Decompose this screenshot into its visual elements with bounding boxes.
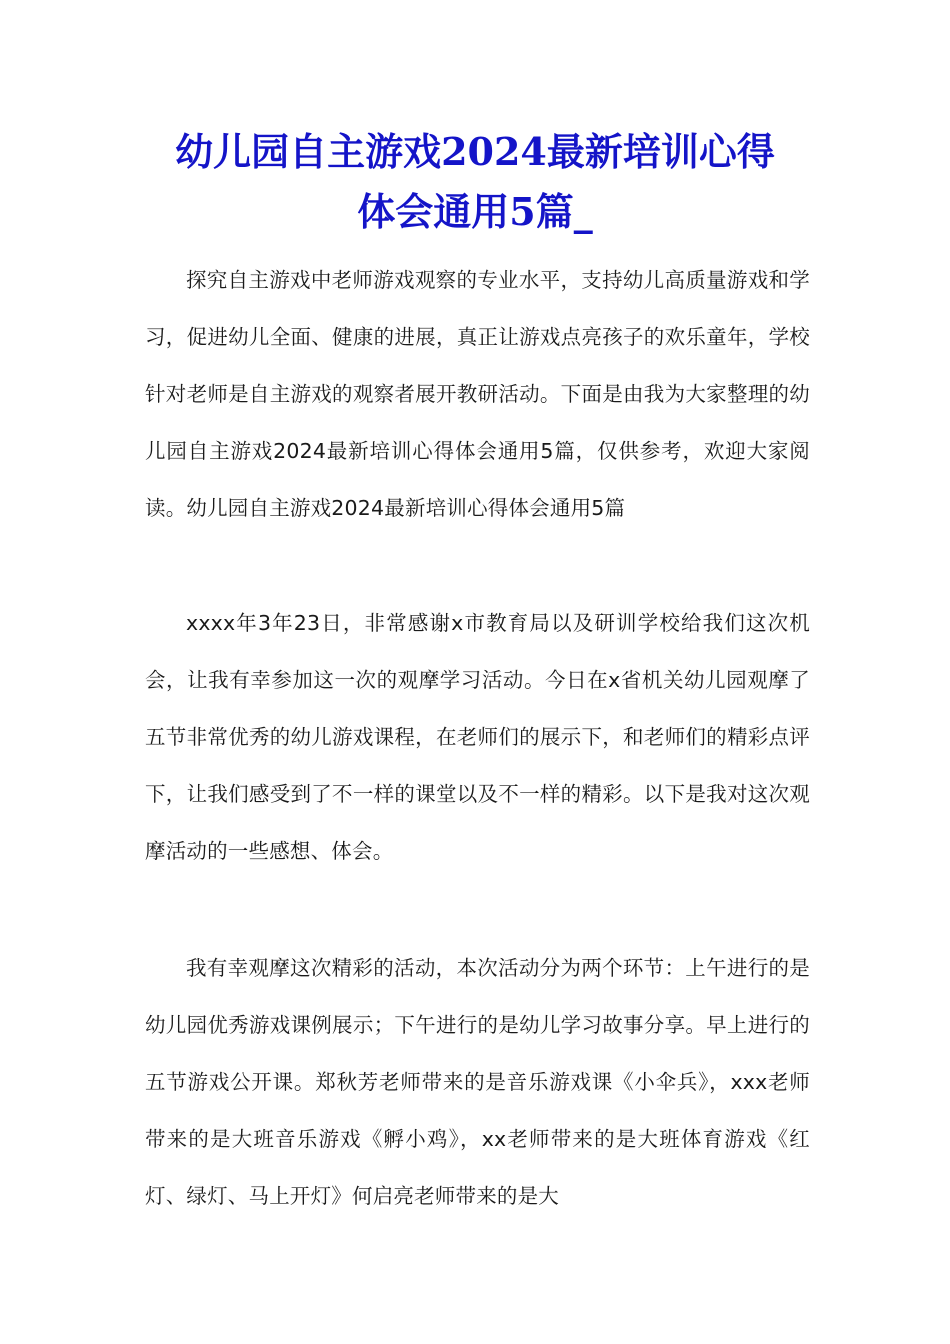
paragraph-intro: 探究自主游戏中老师游戏观察的专业水平，支持幼儿高质量游戏和学习，促进幼儿全面、健康的进展，真正让游戏点亮孩子的欢乐童年，学校针对老师是自主游戏的观察者展开教研活动。下面是由我为大家整理的幼儿园自主游戏2024最新培训心得体会通用5篇，仅供参考，欢迎大家阅读。幼儿园自主游戏2024最新培训心得体会通用5篇 bbox=[145, 268, 810, 520]
document-title bbox=[120, 122, 830, 242]
paragraph-observation: 我有幸观摩这次精彩的活动，本次活动分为两个环节：上午进行的是幼儿园优秀游戏课例展示；下午进行的是幼儿学习故事分享。早上进行的五节游戏公开课。郑秋芳老师带来的是音乐游戏课《小伞兵》，xxx老师带来的是大班音乐游戏《孵小鸡》，xx老师带来的是大班体育游戏《红灯、绿灯、马上开灯》何启亮老师带来的是大 bbox=[145, 956, 810, 1208]
title-line-1: 幼儿园自主游戏2024最新培训心得 bbox=[175, 129, 775, 174]
paragraph-gratitude: xxxx年3年23日，非常感谢x市教育局以及研训学校给我们这次机会，让我有幸参加这一次的观摩学习活动。今日在x省机关幼儿园观摩了五节非常优秀的幼儿游戏课程，在老师们的展示下，和老师们的精彩点评下，让我们感受到了不一样的课堂以及不一样的精彩。以下是我对这次观摩活动的一些感想、体会。 bbox=[145, 611, 810, 863]
title-line-2: 体会通用5篇_ bbox=[357, 189, 593, 234]
